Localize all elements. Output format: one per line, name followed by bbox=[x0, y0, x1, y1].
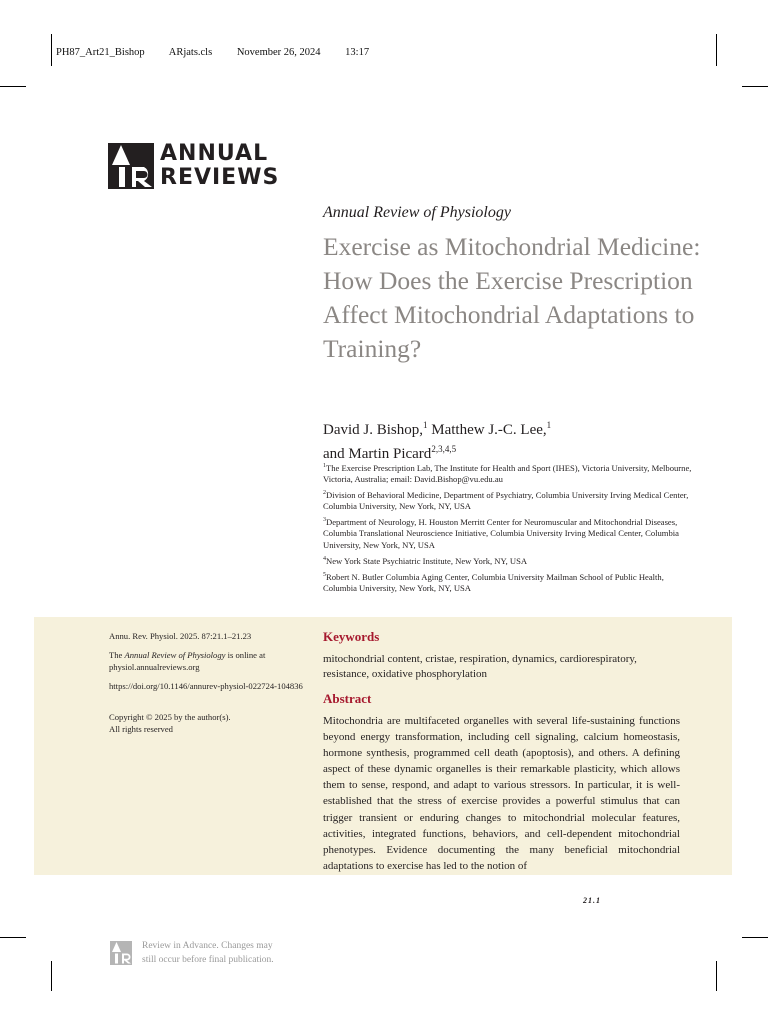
affiliation-2 bbox=[323, 488, 693, 513]
crop-mark bbox=[51, 961, 52, 991]
slug-cls: ARjats.cls bbox=[168, 47, 213, 58]
copyright-line: Copyright © 2025 by the author(s). bbox=[109, 712, 231, 722]
logo-line-1: ANNUAL bbox=[160, 141, 269, 166]
crop-mark bbox=[742, 937, 768, 938]
affiliation-1 bbox=[323, 461, 693, 486]
author-3: and Martin Picard bbox=[323, 446, 432, 462]
affiliation-5-num: 5 bbox=[323, 572, 326, 578]
affiliation-5-text: Robert N. Butler Columbia Aging Center, Columbia University Mailman School of Public Health, Columbia University, New York, NY, USA bbox=[323, 571, 664, 594]
rights-line: All rights reserved bbox=[109, 723, 173, 734]
affiliation-1-text: The Exercise Prescription Lab, The Institute for Health and Sport (IHES), Victoria University, Melbourne, Victoria, Australia; email: David.Bishop@vu.edu.au bbox=[323, 462, 692, 485]
author-1-sup: 1 bbox=[423, 420, 428, 430]
page-folio: 21.1 bbox=[583, 896, 601, 905]
keywords-heading: Keywords bbox=[323, 629, 380, 644]
author-1: David J. Bishop, bbox=[323, 422, 424, 438]
slug-file: PH87_Art21_Bishop bbox=[56, 47, 145, 58]
review-in-advance-logo-icon bbox=[110, 941, 132, 965]
annual-reviews-logo-icon bbox=[108, 143, 154, 189]
crop-mark bbox=[716, 34, 717, 66]
online-note-journal: Annual Review of Physiology bbox=[124, 650, 226, 660]
affiliation-2-text: Division of Behavioral Medicine, Department of Psychiatry, Columbia University Irving Medical Center, Columbia University, New York, NY, USA bbox=[323, 489, 689, 512]
online-note bbox=[109, 650, 304, 673]
logo-line-2: REVIEWS bbox=[160, 165, 280, 190]
affiliation-4-num: 4 bbox=[323, 556, 326, 562]
affiliation-3-num: 3 bbox=[323, 517, 326, 523]
article-title: Exercise as Mitochondrial Medicine: How Does the Exercise Prescription Affect Mitochondrial Adaptations to Training? bbox=[323, 232, 701, 363]
author-2-sup: 1 bbox=[546, 420, 552, 430]
affiliation-3 bbox=[323, 515, 693, 551]
affiliation-4-text: New York State Psychiatric Institute, New York, NY, USA bbox=[326, 555, 528, 566]
affiliation-3-text: Department of Neurology, H. Houston Merritt Center for Neuromuscular and Mitochondrial Diseases, Columbia Translational Neuroscience Initiative, Columbia University Irving Medical Center, Columbia University, New York, NY, USA bbox=[323, 516, 679, 550]
affiliation-2-num: 2 bbox=[323, 490, 326, 496]
slug-line bbox=[56, 47, 391, 58]
author-list bbox=[323, 416, 723, 464]
affiliation-1-num: 1 bbox=[323, 463, 326, 469]
abstract-text: Mitochondria are multifaceted organelles with several life-sustaining functions beyond energy transformation, including cell signaling, calcium homeostasis, hormone synthesis, programmed cell death (apoptosis), and others. A defining aspect of these dynamic organelles is their remarkable plasticity, which allows them to sense, respond, and adapt to various stressors. In particular, it is well-established that the stress of exercise provides a powerful stimulus that can trigger transient or enduring changes to mitochondrial molecular features, activities, integrated functions, behaviors, and cell-dependent mitochondrial phenotypes. Evidence documenting the many beneficial mitochondrial adaptations to exercise has led to the notion of bbox=[323, 715, 680, 872]
affiliation-5 bbox=[323, 570, 693, 595]
keywords-text: mitochondrial content, cristae, respiration, dynamics, cardiorespiratory, resistance, oxidative phosphorylation bbox=[323, 653, 637, 680]
abstract-heading: Abstract bbox=[323, 691, 372, 706]
logo-wordmark bbox=[160, 142, 279, 190]
crop-mark bbox=[716, 961, 717, 991]
crop-mark bbox=[0, 86, 26, 87]
review-note-line-2: still occur before final publication. bbox=[142, 955, 274, 965]
author-3-sup: 2,3,4,5 bbox=[431, 444, 457, 454]
crop-mark bbox=[0, 937, 26, 938]
affiliation-4 bbox=[323, 554, 693, 567]
doi-link[interactable]: https://doi.org/10.1146/annurev-physiol-022724-104836 bbox=[109, 681, 303, 691]
citation: Annu. Rev. Physiol. 2025. 87:21.1–21.23 bbox=[109, 631, 252, 641]
crop-mark bbox=[742, 86, 768, 87]
slug-time: 13:17 bbox=[345, 47, 370, 58]
online-note-pre: The bbox=[109, 650, 125, 660]
slug-date: November 26, 2024 bbox=[236, 47, 321, 58]
author-2: Matthew J.-C. Lee, bbox=[427, 422, 547, 438]
review-note-line-1: Review in Advance. Changes may bbox=[142, 941, 273, 951]
copyright bbox=[109, 712, 304, 735]
review-in-advance-note bbox=[142, 939, 274, 967]
crop-mark bbox=[51, 34, 52, 66]
journal-name: Annual Review of Physiology bbox=[323, 204, 511, 221]
online-note-post: is online at physiol.annualreviews.org bbox=[109, 650, 266, 672]
